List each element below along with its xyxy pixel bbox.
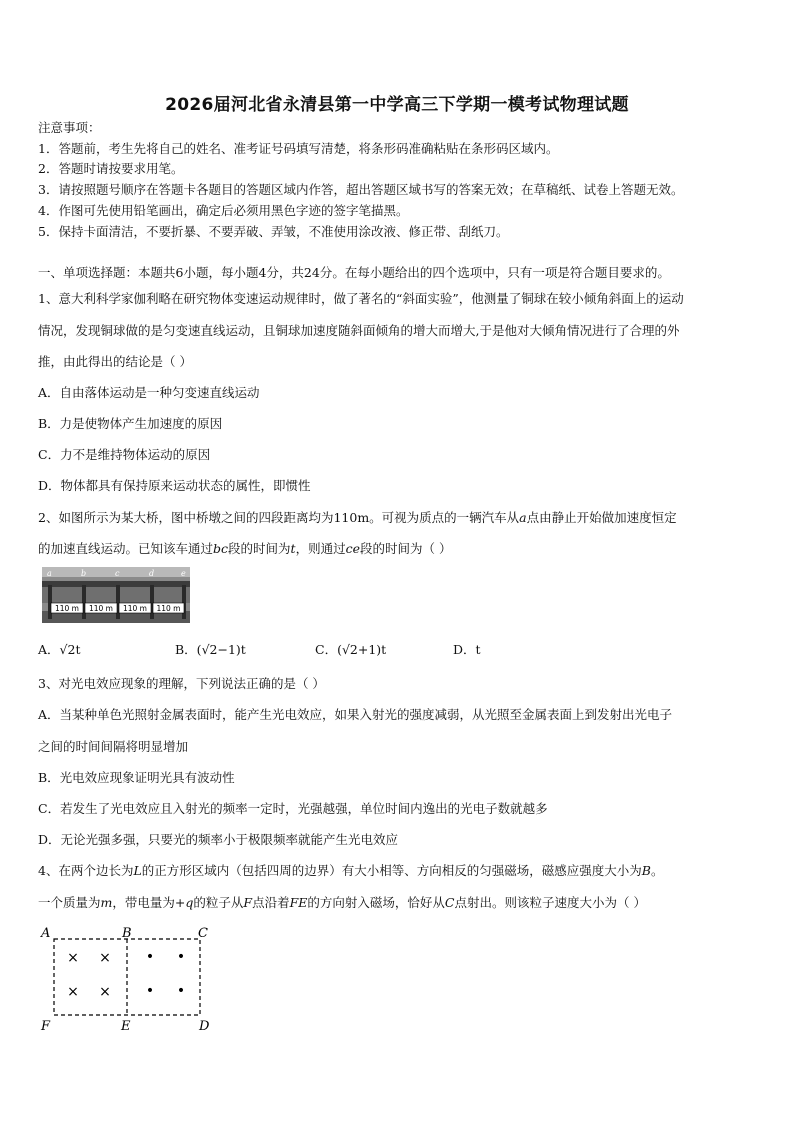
field-into-mark: × — [99, 984, 111, 1000]
notice-item-2: 2．答题时请按要求用笔。 — [38, 161, 184, 176]
q2-option-a: A．√2t — [38, 642, 81, 657]
bridge-figure — [42, 567, 190, 623]
field-into-mark: × — [67, 984, 79, 1000]
q2-option-c: C．(√2+1)t — [315, 642, 387, 657]
pier-e — [182, 585, 186, 619]
q3-stem: 3、对光电效应现象的理解，下列说法正确的是（ ） — [38, 676, 325, 691]
segment-label-ab: 110 m — [54, 604, 80, 613]
exam-title: 2026届河北省永清县第一中学高三下学期一模考试物理试题 — [165, 95, 629, 115]
field-into-mark: × — [99, 950, 111, 966]
corner-label-d: D — [199, 1019, 210, 1034]
segment-label-bc: 110 m — [88, 604, 114, 613]
segment-label-de: 110 m — [156, 604, 181, 613]
corner-label-a: A — [41, 926, 51, 941]
notice-item-3: 3．请按照题号顺序在答题卡各题目的答题区域内作答，超出答题区域书写的答案无效；在草稿纸、试卷上答题无效。 — [38, 182, 684, 197]
q1-option-b: B．力是使物体产生加速度的原因 — [38, 416, 223, 431]
q2-option-b: B．(√2−1)t — [175, 642, 246, 657]
q4-stem-line-1: 4、在两个边长为L的正方形区域内（包括四周的边界）有大小相等、方向相反的匀强磁场，磁感应强度大小为B。 — [38, 863, 664, 878]
corner-label-b: B — [122, 926, 132, 941]
pier-c — [116, 585, 120, 619]
field-out-mark: • — [176, 949, 186, 965]
notice-heading: 注意事项： — [38, 120, 101, 135]
q3-option-a-line-2: 之间的时间间隔将明显增加 — [38, 739, 189, 754]
field-out-mark: • — [176, 983, 186, 999]
corner-label-e: E — [121, 1019, 131, 1034]
q2-stem-line-2: 的加速直线运动。已知该车通过bc段的时间为t，则通过ce段的时间为（ ） — [38, 541, 452, 556]
segment-label-cd: 110 m — [122, 604, 148, 613]
notice-item-1: 1．答题前，考生先将自己的姓名、准考证号码填写清楚，将条形码准确粘贴在条形码区域内。 — [38, 141, 559, 156]
q4-stem-line-2: 一个质量为m，带电量为+q的粒子从F点沿着FE的方向射入磁场，恰好从C点射出。则该粒子速度大小为（ ） — [38, 895, 646, 910]
point-label-b: b — [81, 569, 87, 578]
q1-stem-line-2: 情况，发现铜球做的是匀变速直线运动，且铜球加速度随斜面倾角的增大而增大,于是他对大倾角情况进行了合理的外 — [38, 323, 680, 338]
point-label-d: d — [149, 569, 155, 578]
pier-a — [48, 585, 52, 619]
q3-option-b: B．光电效应现象证明光具有波动性 — [38, 770, 235, 785]
q3-option-a-line-1: A．当某种单色光照射金属表面时，能产生光电效应，如果入射光的强度减弱，从光照至金属表面上到发射出光电子 — [38, 707, 673, 722]
field-out-mark: • — [145, 949, 155, 965]
point-label-a: a — [47, 569, 52, 578]
notice-item-5: 5．保持卡面清洁，不要折暴、不要弄破、弄皱，不准使用涂改液、修正带、刮纸刀。 — [38, 224, 509, 239]
point-label-e: e — [181, 569, 186, 578]
field-into-mark: × — [67, 950, 79, 966]
q1-option-d: D．物体都具有保持原来运动状态的属性，即惯性 — [38, 478, 311, 493]
q3-option-d: D．无论光强多强，只要光的频率小于极限频率就能产生光电效应 — [38, 832, 399, 847]
field-out-mark: • — [145, 983, 155, 999]
magnetic-field-figure — [38, 923, 222, 1035]
q1-stem-line-3: 推，由此得出的结论是（ ） — [38, 354, 192, 369]
corner-label-f: F — [41, 1019, 51, 1034]
point-label-c: c — [115, 569, 120, 578]
q2-options — [38, 640, 558, 658]
section-heading: 一、单项选择题：本题共6小题，每小题4分，共24分。在每小题给出的四个选项中，只有一项是符合题目要求的。 — [38, 265, 670, 280]
q1-stem-line-1: 1、意大利科学家伽利略在研究物体变速运动规律时，做了著名的“斜面实验”，他测量了铜球在较小倾角斜面上的运动 — [38, 291, 684, 306]
q1-option-c: C．力不是维持物体运动的原因 — [38, 447, 211, 462]
pier-d — [150, 585, 154, 619]
corner-label-c: C — [198, 926, 208, 941]
q2-option-d: D．t — [453, 642, 481, 657]
q1-option-a: A．自由落体运动是一种匀变速直线运动 — [38, 385, 260, 400]
pier-b — [82, 585, 86, 619]
notice-item-4: 4．作图可先使用铅笔画出，确定后必须用黑色字迹的签字笔描黑。 — [38, 203, 409, 218]
q3-option-c: C．若发生了光电效应且入射光的频率一定时，光强越强，单位时间内逸出的光电子数就越多 — [38, 801, 548, 816]
q2-stem-line-1: 2、如图所示为某大桥，图中桥墩之间的四段距离均为110m。可视为质点的一辆汽车从a点由静止开始做加速度恒定 — [38, 510, 677, 525]
